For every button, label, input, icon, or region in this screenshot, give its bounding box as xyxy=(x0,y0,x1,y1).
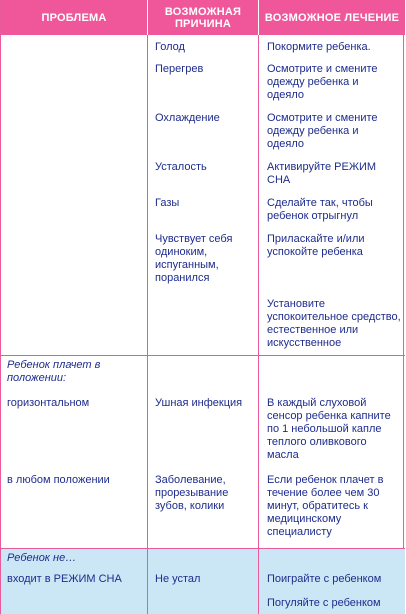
remedy-text: Погуляйте с ребенком xyxy=(267,597,381,609)
header-problem: ПРОБЛЕМА xyxy=(41,11,107,24)
section-divider xyxy=(1,548,405,549)
remedy-text: Осмотрите и смените одежду ребенка и одеяло xyxy=(267,112,378,150)
problem-text: в любом положении xyxy=(7,474,110,486)
header-remedy: ВОЗМОЖНОЕ ЛЕЧЕНИЕ xyxy=(264,11,400,24)
table-header xyxy=(1,0,405,35)
cause-text: Ушная инфекция xyxy=(155,397,243,409)
remedy-text: Покормите ребенка. xyxy=(267,41,371,53)
problem-text: горизонтальном xyxy=(7,397,90,409)
cause-text: Перегрев xyxy=(155,63,204,75)
remedy-text: Установите успокоительное средство, естественное или искусственное xyxy=(267,298,401,349)
cause-text: Охлаждение xyxy=(155,112,220,124)
section-title: Ребенок не… xyxy=(7,552,77,564)
cause-text: Голод xyxy=(155,41,185,53)
remedy-text: Сделайте так, чтобы ребенок отрыгнул xyxy=(267,197,373,222)
remedy-text: Активируйте РЕЖИМ СНА xyxy=(267,161,377,186)
column-divider xyxy=(147,35,148,614)
problem-text: входит в РЕЖИМ СНА xyxy=(7,573,122,585)
remedy-text: В каждый слуховой сенсор ребенка капните по 1 небольшой капле теплого оливкового масла xyxy=(267,397,391,461)
cause-text: Чувствует себя одиноким, испуганным, поранился xyxy=(155,233,233,284)
remedy-text: Приласкайте и/или успокойте ребенка xyxy=(267,233,365,258)
column-divider xyxy=(258,35,259,614)
cause-text: Усталость xyxy=(155,161,207,173)
remedy-text: Если ребенок плачет в течение более чем 30 минут, обратитесь к медицинскому специалисту xyxy=(267,474,384,538)
header-cause: ВОЗМОЖНАЯ ПРИЧИНА xyxy=(164,5,242,30)
cause-text: Заболевание, прорезывание зубов, колики xyxy=(155,474,229,512)
remedy-text: Осмотрите и смените одежду ребенка и одеяло xyxy=(267,63,378,101)
cause-text: Газы xyxy=(155,197,180,209)
remedy-text: Поиграйте с ребенком xyxy=(267,573,382,585)
section-divider xyxy=(1,355,405,356)
cause-text: Не устал xyxy=(155,573,201,585)
section-title: Ребенок плачет в положении: xyxy=(7,359,101,384)
